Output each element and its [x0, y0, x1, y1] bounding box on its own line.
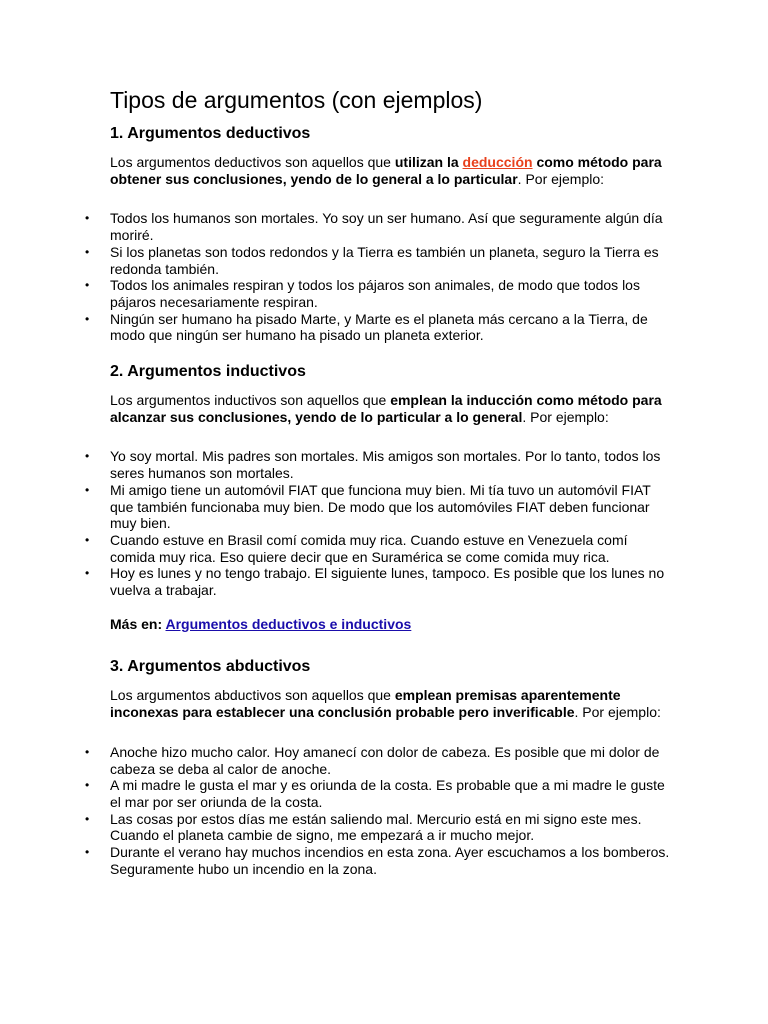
- list-item-text: Todos los humanos son mortales. Yo soy un ser humano. Así que seguramente algún día moriré.: [110, 210, 663, 244]
- deduccion-link[interactable]: deducción: [462, 154, 533, 170]
- list-item: [85, 481, 670, 532]
- intro-text: Los argumentos abductivos son aquellos que: [110, 687, 395, 704]
- bullet-icon: •: [85, 811, 90, 826]
- example-list: [85, 743, 670, 878]
- page-title: Tipos de argumentos (con ejemplos): [110, 87, 483, 113]
- section-heading: 3. Argumentos abductivos: [110, 658, 311, 676]
- bullet-icon: •: [85, 311, 90, 326]
- bullet-icon: •: [85, 244, 90, 259]
- list-item: [85, 243, 670, 277]
- section-intro: [110, 392, 670, 425]
- section-intro: [110, 154, 670, 187]
- list-item: [85, 565, 670, 599]
- section-heading: 1. Argumentos deductivos: [110, 125, 311, 142]
- list-item: [85, 743, 670, 777]
- section-abductive: [85, 657, 670, 877]
- list-item: [85, 310, 670, 344]
- intro-bold: utilizan la: [394, 154, 463, 170]
- bullet-icon: •: [85, 566, 90, 581]
- list-item: [85, 810, 670, 844]
- list-item: [85, 777, 670, 810]
- list-item-text: A mi madre le gusta el mar y es oriunda de la costa. Es probable que a mi madre le guste el mar por ser oriunda de la costa.: [110, 777, 665, 810]
- list-item-text: Cuando estuve en Brasil comí comida muy rica. Cuando estuve en Venezuela comí comida muy rica. Eso quiere decir que en Suramérica se come comida muy rica.: [110, 531, 628, 565]
- bullet-icon: •: [85, 278, 90, 293]
- list-item-text: Hoy es lunes y no tengo trabajo. El siguiente lunes, tampoco. Es posible que los lunes no vuelva a trabajar.: [110, 565, 665, 599]
- section-intro: [110, 687, 670, 720]
- intro-text: . Por ejemplo:: [517, 170, 605, 187]
- bullet-icon: •: [85, 482, 90, 497]
- example-list: [85, 210, 670, 344]
- section-heading: 2. Argumentos inductivos: [110, 363, 306, 381]
- example-list: [85, 448, 670, 599]
- list-item-text: Las cosas por estos días me están saliendo mal. Mercurio está en mi signo este mes. Cuando el planeta cambie de signo, me empezará a ir mucho mejor.: [110, 810, 642, 844]
- bullet-icon: •: [85, 744, 90, 759]
- document-content: [85, 85, 670, 878]
- list-item-text: Durante el verano hay muchos incendios en esta zona. Ayer escuchamos a los bomberos. Seguramente hubo un incendio en la zona.: [110, 844, 670, 877]
- bullet-icon: •: [85, 778, 90, 793]
- list-item-text: Yo soy mortal. Mis padres son mortales. Mis amigos son mortales. Por lo tanto, todos los seres humanos son mortales.: [110, 448, 661, 482]
- list-item-text: Mi amigo tiene un automóvil FIAT que funciona muy bien. Mi tía tuvo un automóvil FIAT que también funcionaba muy bien. De modo que los automóviles FIAT deben funcionar muy bien.: [110, 481, 651, 532]
- list-item: [85, 844, 670, 877]
- bullet-icon: •: [85, 532, 90, 547]
- intro-bold: emplean la inducción como método para alcanzar sus conclusiones, yendo de lo particular a lo general: [110, 392, 662, 425]
- intro-text: Los argumentos inductivos son aquellos que: [110, 392, 391, 409]
- more-link[interactable]: Argumentos deductivos e inductivos: [165, 615, 412, 632]
- intro-bold: emplean premisas aparentemente inconexas para establecer una conclusión probable pero inverificable: [110, 687, 621, 721]
- list-item-text: Todos los animales respiran y todos los pájaros son animales, de modo que todos los pájaros necesariamente respiran.: [110, 277, 640, 310]
- intro-text: Los argumentos deductivos son aquellos que: [110, 154, 395, 170]
- section-inductive: [85, 362, 670, 632]
- list-item-text: Ningún ser humano ha pisado Marte, y Marte es el planeta más cercano a la Tierra, de modo que ningún ser humano ha pisado un planeta exterior.: [110, 310, 648, 344]
- list-item-text: Anoche hizo mucho calor. Hoy amanecí con dolor de cabeza. Es posible que mi dolor de cabeza se deba al calor de anoche.: [110, 743, 660, 777]
- list-item: [85, 448, 670, 482]
- list-item: [85, 210, 670, 244]
- bullet-icon: •: [85, 211, 90, 226]
- intro-text: . Por ejemplo:: [574, 704, 661, 721]
- more-label: Más en:: [110, 615, 166, 632]
- more-info: [110, 616, 670, 633]
- section-deductive: [85, 124, 670, 344]
- list-item: [85, 531, 670, 565]
- list-item-text: Si los planetas son todos redondos y la Tierra es también un planeta, seguro la Tierra es redonda también.: [110, 243, 659, 277]
- bullet-icon: •: [85, 449, 90, 464]
- intro-text: . Por ejemplo:: [522, 408, 609, 425]
- list-item: [85, 277, 670, 310]
- bullet-icon: •: [85, 845, 90, 860]
- intro-bold: como método para obtener sus conclusiones, yendo de lo general a lo particular: [110, 154, 662, 187]
